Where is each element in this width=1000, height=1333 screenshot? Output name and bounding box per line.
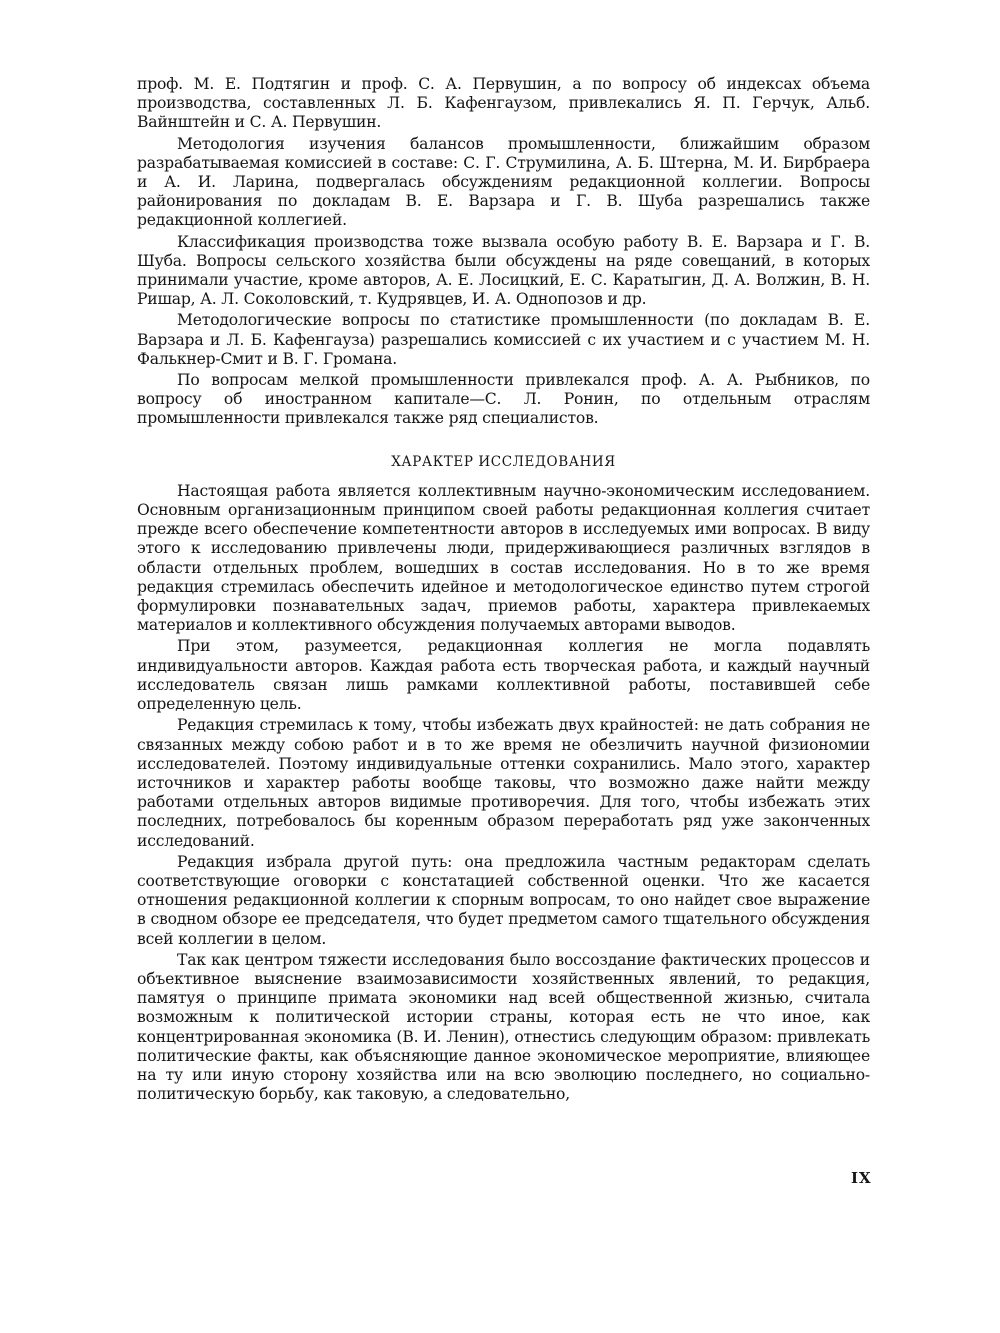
paragraph-continuation: проф. М. Е. Подтягин и проф. С. А. Первушин, а по вопросу об индексах объема производства, составленных Л. Б. Кафенгаузом, привлекались Я. П. Герчук, Альб. Вайнштейн и С. А. Первушин. bbox=[137, 75, 870, 132]
body-text bbox=[137, 75, 870, 1106]
paragraph-small-industry: По вопросам мелкой промышленности привлекался проф. А. А. Рыбников, по вопросу об иностранном капитале—С. Л. Ронин, по отдельным отраслям промышленности привлекался также ряд специалистов. bbox=[137, 371, 870, 428]
paragraph-two-extremes: Редакция стремилась к тому, чтобы избежать двух крайностей: не дать собрания не связанных между собою работ и в то же время не обезличить научной физиономии исследователей. Поэтому индивидуальные оттенки сохранились. Мало этого, характер источников и характер работы вообще таковы, что возможно даже найти между работами отдельных авторов видимые противоречия. Для того, чтобы избежать этих последних, потребовалось бы коренным образом переработать ряд уже законченных исследований. bbox=[137, 716, 870, 850]
paragraph-methodological-questions: Методологические вопросы по статистике промышленности (по докладам В. Е. Варзара и Л. Б. Кафенгауза) разрешались комиссией с их участием и с участием М. Н. Фалькнер-Смит и В. Г. Громана. bbox=[137, 311, 870, 368]
paragraph-other-path: Редакция избрала другой путь: она предложила частным редакторам сделать соответствующие оговорки с констатацией собственной оценки. Что же касается отношения редакционной коллегии к спорным вопросам, то оно найдет свое выражение в сводном обзоре ее председателя, что будет предметом самого тщательного обсуждения всей коллегии в целом. bbox=[137, 852, 870, 948]
paragraph-center-of-gravity: Так как центром тяжести исследования было воссоздание фактических процессов и объективное выяснение взаимозависимости хозяйственных явлений, то редакция, памятуя о принципе примата экономики над всей общественной жизнью, считала возможным к политической истории страны, которая есть не что иное, как концентрированная экономика (В. И. Ленин), отнестись следующим образом: привлекать политические факты, как объясняющие данное экономическое мероприятие, влияющее на ту или иную сторону хозяйства или на всю эволюцию последнего, но социально-политическую борьбу, как таковую, а следовательно, bbox=[137, 950, 870, 1104]
paragraph-methodology-balances: Методология изучения балансов промышленности, ближайшим образом разрабатываемая комиссией в составе: С. Г. Струмилина, А. Б. Штерна, М. И. Бирбраера и А. И. Ларина, подвергалась обсуждениям редакционной коллегии. Вопросы районирования по докладам В. Е. Варзара и Г. В. Шуба разрешались также редакционной коллегией. bbox=[137, 134, 870, 230]
paragraph-collective-work: Настоящая работа является коллективным научно-экономическим исследованием. Основным организационным принципом своей работы редакционная коллегия считает прежде всего обеспечение компетентности авторов в исследуемых ими вопросах. В виду этого к исследованию привлечены люди, придерживающиеся различных взглядов в области отдельных проблем, вошедших в состав исследования. Но в то же время редакция стремилась обеспечить идейное и методологическое единство путем строгой формулировки познавательных задач, приемов работы, характера привлекаемых материалов и коллективного обсуждения получаемых авторами выводов. bbox=[137, 481, 870, 635]
page-number: IX bbox=[851, 1169, 872, 1187]
section-heading: ХАРАКТЕР ИССЛЕДОВАНИЯ bbox=[391, 453, 616, 470]
paragraph-individuality: При этом, разумеется, редакционная коллегия не могла подавлять индивидуальности авторов. Каждая работа есть творческая работа, и каждый научный исследователь связан лишь рамками коллективной работы, поставившей себе определенную цель. bbox=[137, 637, 870, 714]
paragraph-classification: Классификация производства тоже вызвала особую работу В. Е. Варзара и Г. В. Шуба. Вопросы сельского хозяйства были обсуждены на ряде совещаний, в которых принимали участие, кроме авторов, А. Е. Лосицкий, Е. С. Каратыгин, Д. А. Волжин, В. Н. Ришар, А. Л. Соколовский, т. Кудрявцев, И. А. Однопозов и др. bbox=[137, 232, 870, 309]
